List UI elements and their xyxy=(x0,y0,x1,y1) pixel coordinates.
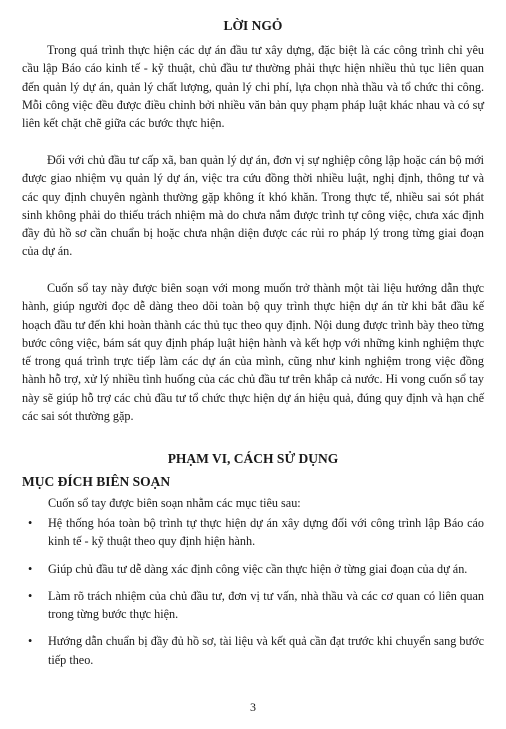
list-item xyxy=(22,632,484,669)
list-item xyxy=(22,587,484,624)
scope-section-title: PHẠM VI, CÁCH SỬ DỤNG xyxy=(167,451,339,466)
page-title: LỜI NGỎ xyxy=(223,18,283,33)
list-item-text: Làm rõ trách nhiệm của chủ đầu tư, đơn vị tư vấn, nhà thầu và các cơ quan có liên quan trong từng bước thực hiện. xyxy=(48,588,484,622)
bullet-icon: • xyxy=(28,516,33,530)
list-item-text: Hệ thống hóa toàn bộ trình tự thực hiện dự án xây dựng đối với công trình lập Báo cáo kinh tế - kỹ thuật theo quy định hiện hành. xyxy=(48,516,484,549)
list-item xyxy=(22,560,484,578)
bullet-icon: • xyxy=(28,561,33,576)
intro-paragraph-3: Cuốn sổ tay này được biên soạn với mong muốn trở thành một tài liệu hướng dẫn thực hành, giúp người đọc dễ dàng theo dõi toàn bộ quy trình thực hiện dự án từ khi bắt đầu kế hoạch đầu tư đến khi hoàn thành các thủ tục theo quy định. Nội dung được trình bày theo từng bước công việc, bám sát quy định pháp luật hiện hành và kết hợp với những kinh nghiệm thực tế trong quá trình trực tiếp làm các dự án của mình, cũng như kinh nghiệm trong việc đồng hành hỗ trợ, xử lý nhiều tình huống của các chủ đầu tư trên khắp cả nước. Hi vong cuốn sổ tay này sẽ giúp hỗ trợ các chủ đầu tư tổ chức thực hiện dự án hiệu quả, đúng quy định và hạn chế các sai sót thường gặp. xyxy=(22,281,484,424)
intro-paragraph-2: Đối với chủ đầu tư cấp xã, ban quản lý dự án, đơn vị sự nghiệp công lập hoặc cán bộ mới được giao nhiệm vụ quản lý dự án, việc tra cứu đồng thời nhiều luật, nghị định, thông tư và các quy định chuyên ngành thường gặp không ít khó khăn. Trong thực tế, nhiều sai sót phát sinh không phải do thiếu trách nhiệm mà do chưa nắm được trình tự công việc, chưa xác định đầy đủ hồ sơ cần chuẩn bị hoặc chưa nhận diện được các rủi ro pháp lý trong từng giai đoạn của dự án. xyxy=(22,153,484,259)
list-item-text: Hướng dẫn chuẩn bị đầy đủ hồ sơ, tài liệu và kết quả cần đạt trước khi chuyển sang bước tiếp theo. xyxy=(48,634,484,667)
list-item-text: Giúp chủ đầu tư dễ dàng xác định công việc cần thực hiện ở từng giai đoạn của dự án. xyxy=(48,561,468,576)
page-number: 3 xyxy=(250,700,256,714)
purpose-section-title: MỤC ĐÍCH BIÊN SOẠN xyxy=(22,474,171,489)
purpose-bullet-list xyxy=(22,514,484,678)
list-item xyxy=(22,514,484,551)
intro-paragraph-1: Trong quá trình thực hiện các dự án đầu tư xây dựng, đặc biệt là các công trình chỉ yêu cầu lập Báo cáo kinh tế - kỹ thuật, chủ đầu tư thường phải thực hiện nhiều thủ tục liên quan đến quản lý dự án, quản lý chất lượng, quản lý chi phí, lựa chọn nhà thầu và tổ chức thi công. Mỗi công việc đều được điều chỉnh bởi nhiều văn bản quy phạm pháp luật khác nhau và có sự liên kết chặt chẽ giữa các bước thực hiện. xyxy=(22,43,484,131)
bullet-icon: • xyxy=(28,588,33,603)
purpose-intro-text: Cuốn sổ tay được biên soạn nhằm các mục tiêu sau: xyxy=(48,496,301,510)
bullet-icon: • xyxy=(28,634,33,649)
